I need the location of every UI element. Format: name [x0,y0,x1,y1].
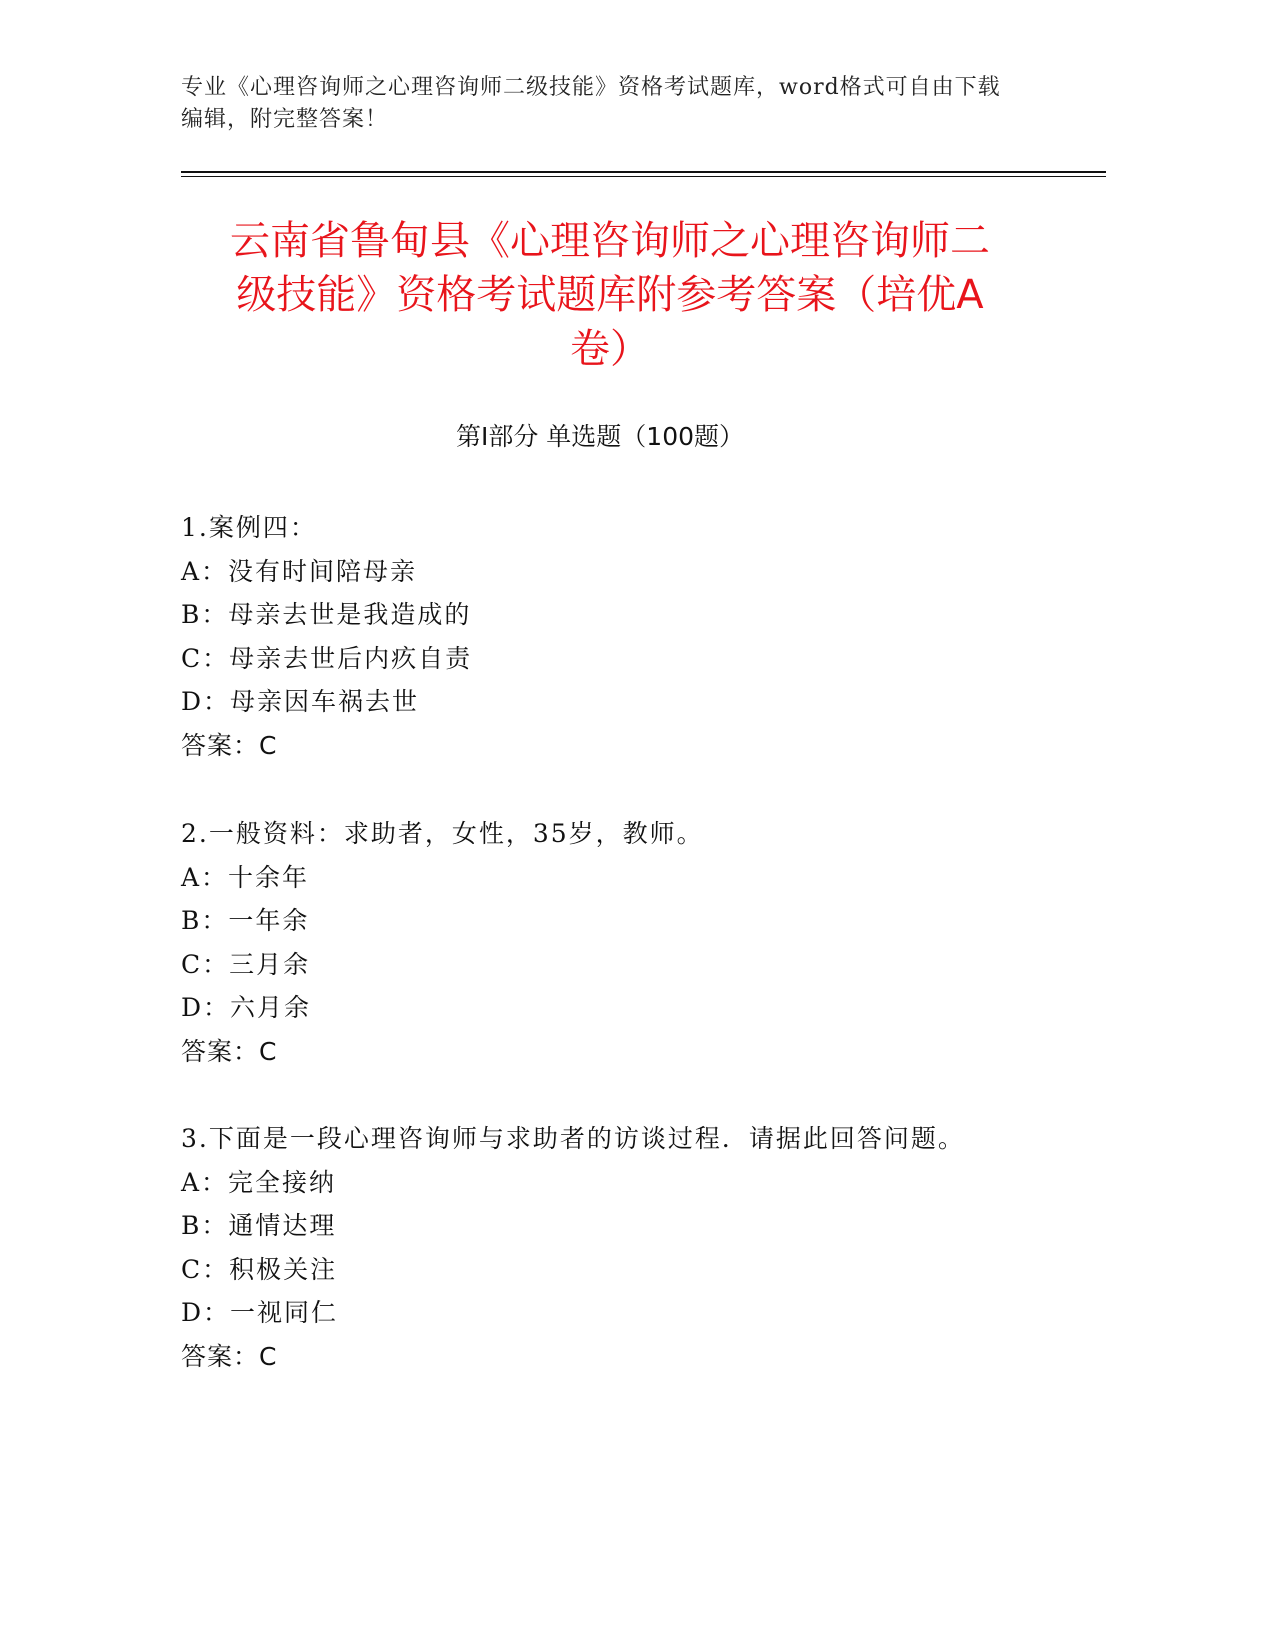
document-title [190,214,1030,376]
header-note [181,72,1061,136]
option-b: B：母亲去世是我造成的 [181,600,472,629]
option-d: D：一视同仁 [181,1298,339,1327]
section-title: 第Ⅰ部分 单选题（100题） [455,422,745,451]
title-line-3: 卷） [570,326,650,372]
title-line-2: 级技能》资格考试题库附参考答案（培优A [236,272,984,318]
option-d: D：六月余 [181,993,312,1022]
title-line-1: 云南省鲁甸县《心理咨询师之心理咨询师二 [230,218,990,264]
header-line-2: 编辑，附完整答案！ [181,107,389,132]
option-c: C：母亲去世后内疚自责 [181,643,473,673]
option-a: A：完全接纳 [181,1167,337,1197]
answer: 答案：C [181,730,278,760]
question-stem: 2.一般资料：求助者，女性，35岁，教师。 [181,819,704,848]
question-stem: 1.案例四： [181,513,317,542]
option-b: B：通情达理 [181,1211,337,1240]
option-a: A：没有时间陪母亲 [181,556,418,586]
answer: 答案：C [181,1341,278,1371]
option-d: D：母亲因车祸去世 [181,687,420,716]
option-c: C：积极关注 [181,1254,338,1284]
header-rule-thick [181,171,1106,173]
option-b: B：一年余 [181,906,310,935]
header-rule-thin [181,176,1106,177]
question-3 [181,1117,1081,1378]
answer: 答案：C [181,1036,278,1066]
header-line-1: 专业《心理咨询师之心理咨询师二级技能》资格考试题库，word格式可自由下载 [181,75,1001,100]
option-c: C：三月余 [181,949,311,979]
question-stem: 3.下面是一段心理咨询师与求助者的访谈过程．请据此回答问题。 [181,1124,965,1153]
option-a: A：十余年 [181,862,310,892]
question-1 [181,506,1081,767]
question-2 [181,812,1081,1073]
